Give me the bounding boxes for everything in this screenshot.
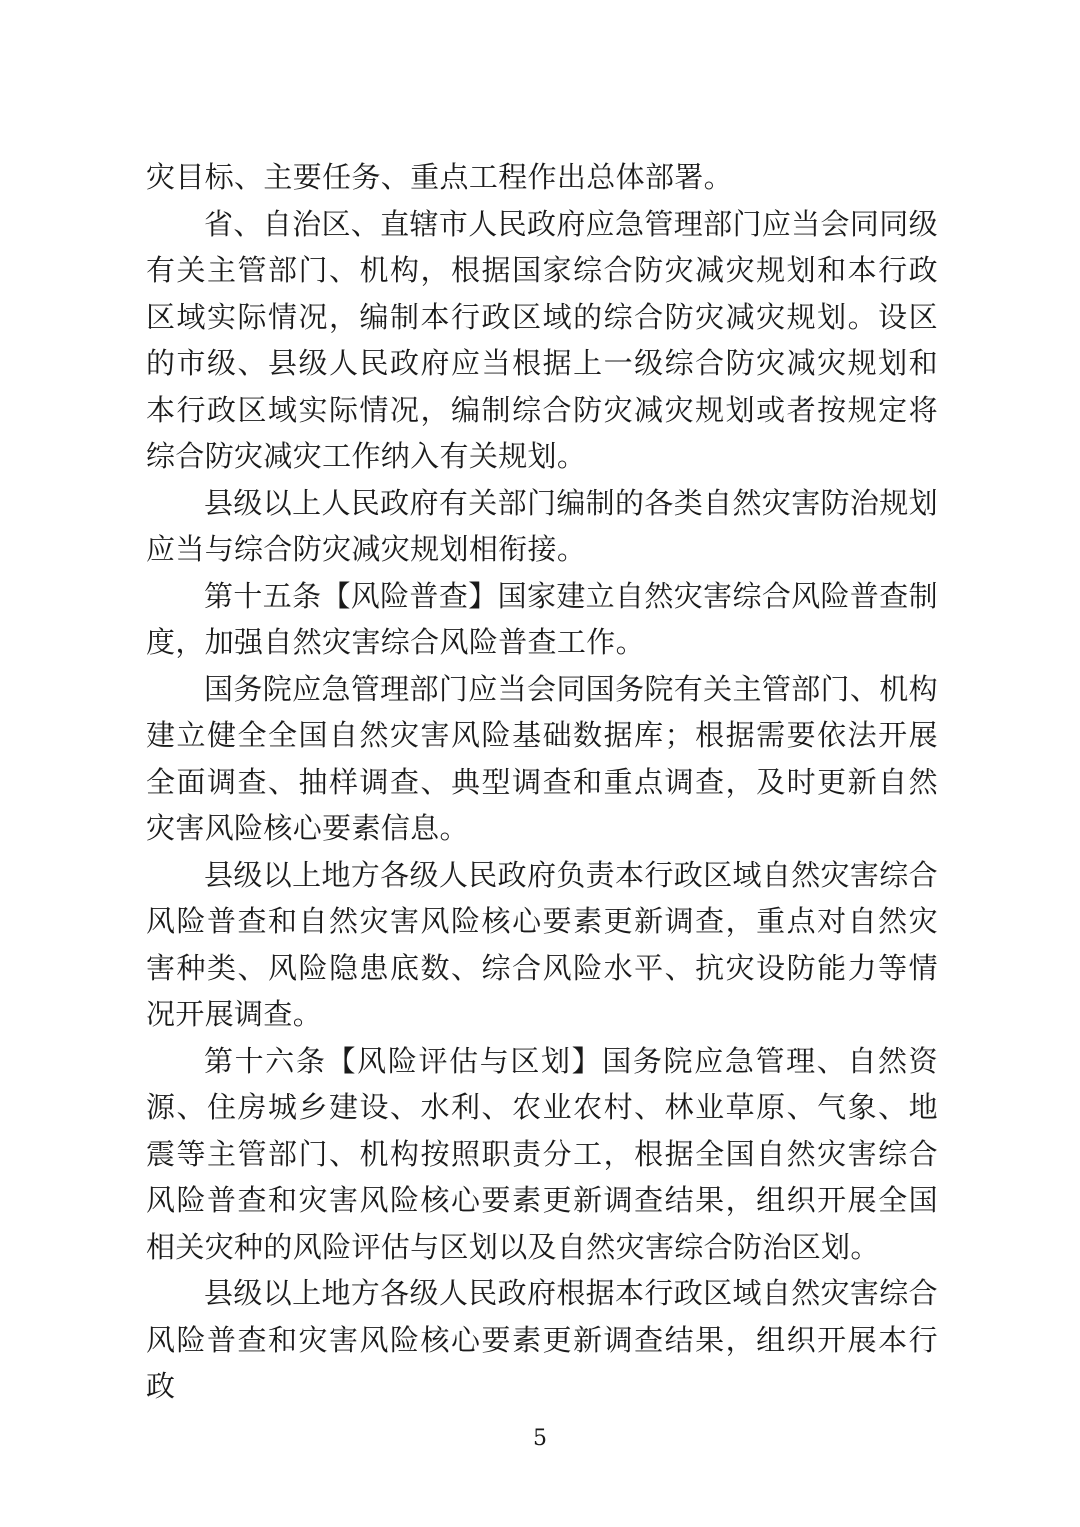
article-16-paragraph: 第十六条【风险评估与区划】国务院应急管理、自然资源、住房城乡建设、水利、农业农村、林业草原、气象、地震等主管部门、机构按照职责分工，根据全国自然灾害综合风险普查和灾害风险核心要素更新调查结果，组织开展全国相关灾种的风险评估与区划以及自然灾害综合防治区划。 [146, 1043, 938, 1264]
paragraph: 国务院应急管理部门应当会同国务院有关主管部门、机构建立健全全国自然灾害风险基础数据库；根据需要依法开展全面调查、抽样调查、典型调查和重点调查，及时更新自然灾害风险核心要素信息。 [146, 671, 938, 845]
article-15-paragraph: 第十五条【风险普查】国家建立自然灾害综合风险普查制度，加强自然灾害综合风险普查工作。 [146, 578, 938, 659]
page-number: 5 [533, 1426, 547, 1451]
paragraph: 省、自治区、直辖市人民政府应急管理部门应当会同同级有关主管部门、机构，根据国家综合防灾减灾规划和本行政区域实际情况，编制本行政区域的综合防灾减灾规划。设区的市级、县级人民政府应当根据上一级综合防灾减灾规划和本行政区域实际情况，编制综合防灾减灾规划或者按规定将综合防灾减灾工作纳入有关规划。 [146, 206, 938, 473]
paragraph: 县级以上地方各级人民政府根据本行政区域自然灾害综合风险普查和灾害风险核心要素更新调查结果，组织开展本行政 [146, 1276, 938, 1403]
paragraph: 县级以上地方各级人民政府负责本行政区域自然灾害综合风险普查和自然灾害风险核心要素更新调查，重点对自然灾害种类、风险隐患底数、综合风险水平、抗灾设防能力等情况开展调查。 [146, 857, 938, 1031]
paragraph-continuation: 灾目标、主要任务、重点工程作出总体部署。 [146, 160, 734, 194]
paragraph: 县级以上人民政府有关部门编制的各类自然灾害防治规划应当与综合防灾减灾规划相衔接。 [146, 485, 938, 566]
body-text [146, 154, 938, 1410]
